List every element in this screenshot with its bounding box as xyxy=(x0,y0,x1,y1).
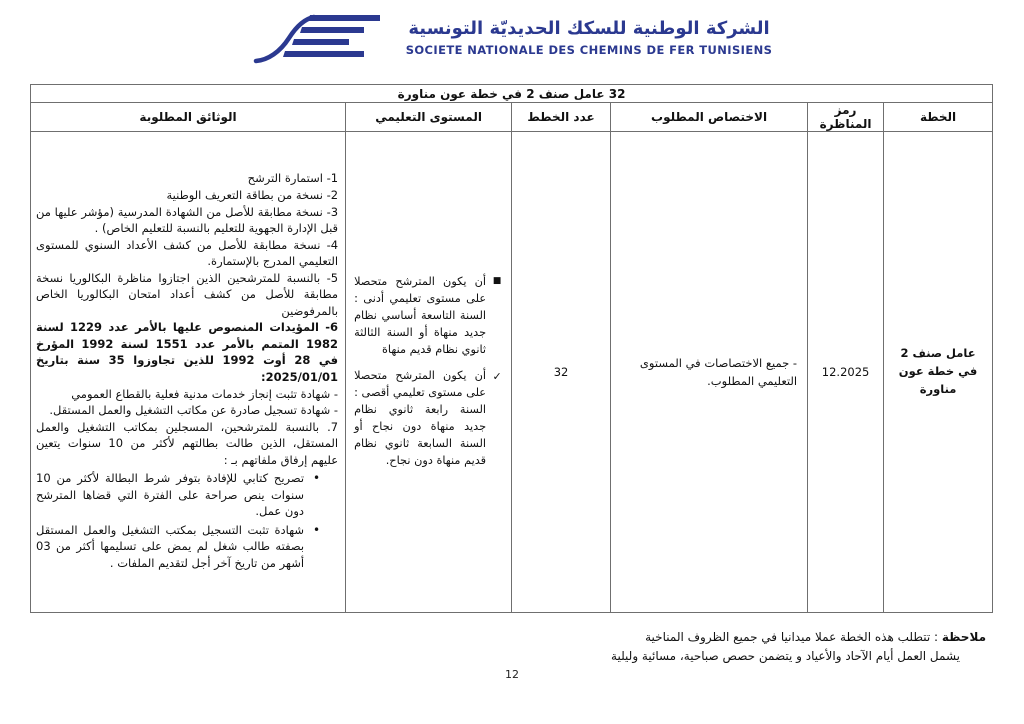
note-line-1 xyxy=(611,628,986,647)
education-item-min xyxy=(354,274,503,359)
required-documents-cell xyxy=(31,132,346,613)
document-item-2: 2- نسخة من بطاقة التعريف الوطنية xyxy=(166,187,339,202)
square-bullet-icon: ■ xyxy=(492,276,502,287)
table-title: 32 عامل صنف 2 في خطة عون مناورة xyxy=(31,85,993,103)
document-item-1: 1- استمارة الترشح xyxy=(247,171,339,186)
document-item-5: 5- بالنسبة للمترشحين الذين اجتازوا مناظرة البكالوريا نسخة مطابقة للأصل من كشف أعداد امتحان البكالوريا الخاص بالمرفوضين xyxy=(36,270,339,318)
document-item-7: 7. بالنسبة للمترشحين، المسجلين بمكاتب التشغيل والعمل المستقل، الذين طالت بطالتهم لأكثر من 10 سنوات يتعين عليهم إرفاق ملفاتهم بـ : xyxy=(36,419,339,467)
note-text-1: : تتطلب هذه الخطة عملا ميدانيا في جميع الظروف المناخية xyxy=(645,630,939,644)
document-bullet-2 xyxy=(36,522,338,572)
table-header-row xyxy=(31,103,993,132)
recruitment-table xyxy=(30,84,993,613)
column-header-specialty: الاختصاص المطلوب xyxy=(611,103,808,132)
column-header-plan: الخطة xyxy=(884,103,993,132)
document-item-dash-1: - شهادة تثبت إنجاز خدمات مدنية فعلية بالقطاع العمومي xyxy=(71,386,339,401)
education-level-cell xyxy=(346,132,512,613)
column-header-documents: الوثائق المطلوبة xyxy=(31,103,346,132)
company-name-arabic: الشركة الوطنية للسكك الحديديّة التونسية xyxy=(408,17,770,39)
footer-note xyxy=(611,628,986,665)
dot-bullet-icon: • xyxy=(312,471,321,486)
sncft-train-logo-icon xyxy=(252,8,384,66)
competition-code-cell: 12.2025 xyxy=(808,132,884,613)
specialty-cell: - جميع الاختصاصات في المستوى التعليمي المطلوب. xyxy=(611,132,808,613)
company-brand xyxy=(406,17,773,57)
positions-count-cell: 32 xyxy=(512,132,611,613)
checkmark-icon: ✓ xyxy=(492,370,502,384)
document-bullet-1 xyxy=(36,470,338,520)
document-item-dash-2: - شهادة تسجيل صادرة عن مكاتب التشغيل والعمل المستقل. xyxy=(49,403,339,418)
column-header-education: المستوى التعليمي xyxy=(346,103,512,132)
document-bullet-text: تصريح كتابي للإفادة بتوفر شرط البطالة لأكثر من 10 سنوات ينص صراحة على الفترة التي قضاها المترشح دون عمل. xyxy=(36,471,305,519)
education-item-max xyxy=(354,368,503,470)
dot-bullet-icon: • xyxy=(312,522,321,537)
page-header xyxy=(0,8,1024,66)
plan-cell: عامل صنف 2 في خطة عون مناورة xyxy=(884,132,993,613)
column-header-code: رمز المناظرة xyxy=(808,103,884,132)
document-item-3: 3- نسخة مطابقة للأصل من الشهادة المدرسية (مؤشر عليها من قبل الإدارة الجهوية للتعليم بالنسبة للتعليم الخاص) . xyxy=(36,204,339,236)
company-name-french: SOCIETE NATIONALE DES CHEMINS DE FER TUNISIENS xyxy=(405,43,773,58)
column-header-count: عدد الخطط xyxy=(512,103,611,132)
education-item-text: أن يكون المترشح متحصلا على مستوى تعليمي أدنى : السنة التاسعة أساسي نظام جديد منهاة أو السنة الثالثة ثانوي نظام قديم منهاة xyxy=(354,275,487,357)
table-row xyxy=(31,132,993,613)
education-item-text: أن يكون المترشح متحصلا على مستوى تعليمي أقصى : السنة رابعة ثانوي نظام جديد منهاة دون نجاح أو السنة السابعة ثانوي نظام قديم منهاة دون نجاح. xyxy=(354,369,487,467)
table-title-row xyxy=(31,85,993,103)
document-bullet-text: شهادة تثبت التسجيل بمكتب التشغيل والعمل المستقل بصفته طالب شغل لم يمض على تسليمها أكثر من 03 أشهر من تاريخ آخر أجل لتقديم الملفات . xyxy=(36,522,305,571)
document-item-4: 4- نسخة مطابقة للأصل من كشف الأعداد السنوي للمستوى التعليمي المدرج بالإستمارة. xyxy=(36,237,339,269)
note-line-2: يشمل العمل أيام الآحاد والأعياد و يتضمن حصص صباحية، مسائية وليلية xyxy=(611,648,960,663)
document-item-6: 6- المؤيدات المنصوص عليها بالأمر عدد 1229 لسنة 1982 المتمم بالأمر عدد 1551 لسنة 1992 المؤرخ في 28 أوت 1992 للذين تجاوزوا 35 سنة بتاريخ 2025/01/01: xyxy=(36,320,339,384)
page-number: 12 xyxy=(505,668,519,681)
note-label: ملاحظة xyxy=(941,630,986,644)
